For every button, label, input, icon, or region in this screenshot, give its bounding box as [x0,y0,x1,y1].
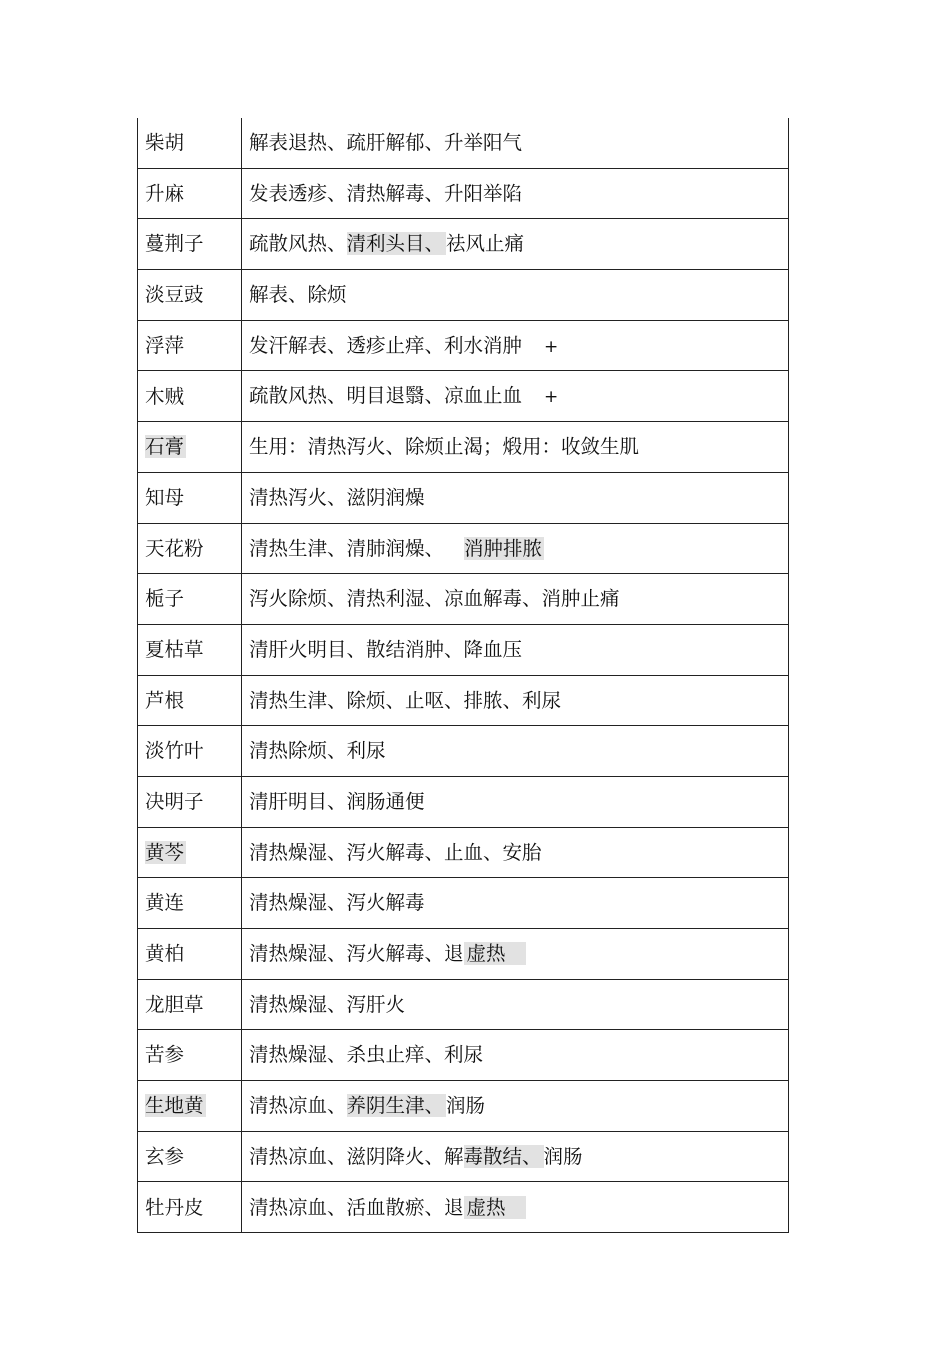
table-row [138,1030,789,1081]
herb-function-cell [242,270,789,321]
herb-name: 天花粉 [145,536,204,560]
herb-function-cell [242,422,789,473]
herb-name: 蔓荆子 [145,232,204,256]
herb-name-cell [138,878,242,929]
table-row [138,523,789,574]
herb-function-text: 解表、除烦 [249,283,347,307]
herb-function-cell [242,675,789,726]
herb-function-text: 清热凉血、滋阴降火、解 [249,1144,464,1168]
herb-name-cell [138,118,242,168]
herb-function-cell [242,523,789,574]
herb-name: 黄柏 [145,942,185,966]
table-row [138,878,789,929]
highlighted-text: 虚热 [464,1196,526,1219]
table-row [138,118,789,168]
herb-name-cell [138,1081,242,1132]
herb-function-text: 清热凉血、 [249,1094,347,1118]
herb-name-cell [138,371,242,422]
herb-function-cell [242,1182,789,1233]
table-row [138,472,789,523]
herb-name-cell [138,827,242,878]
herb-name: 石膏 [145,435,185,459]
herb-function-text: 清肝明目、润肠通便 [249,790,425,814]
table-row [138,574,789,625]
herb-name-cell [138,1182,242,1233]
highlighted-text: 清利头目、 [346,232,445,256]
herb-name: 芦根 [145,688,185,712]
herb-name-cell [138,675,242,726]
highlighted-text: 虚热 [464,942,526,965]
herb-name-cell [138,523,242,574]
herb-name-cell [138,168,242,219]
table-row [138,624,789,675]
herb-function-text: 疏散风热、明目退翳、凉血止血 [249,384,523,408]
herb-function-text: 祛风止痛 [446,232,525,256]
herb-function-text: 清热生津、清肺润燥、 [249,536,445,560]
herb-name-cell [138,624,242,675]
herb-function-cell [242,878,789,929]
table-row [138,1182,789,1233]
herb-function-text: 润肠 [446,1094,486,1118]
herb-name-cell [138,219,242,270]
highlighted-text: 消肿排脓 [464,536,543,560]
herb-name-cell [138,726,242,777]
herb-name: 木贼 [145,384,185,408]
herb-function-cell [242,1081,789,1132]
herb-function-cell [242,979,789,1030]
herb-function-cell [242,320,789,371]
herb-function-cell [242,726,789,777]
herb-name: 苦参 [145,1043,185,1067]
herb-function-text: 清热燥湿、泻火解毒、止血、安胎 [249,840,542,864]
herb-name: 牡丹皮 [145,1195,204,1219]
plus-mark: + [544,387,559,408]
herb-name: 夏枯草 [145,637,204,661]
herb-function-text: 清肝火明目、散结消肿、降血压 [249,637,523,661]
herb-name: 淡豆豉 [145,283,204,307]
herb-function-text: 疏散风热、 [249,232,347,256]
herb-function-cell [242,827,789,878]
table-row [138,827,789,878]
herb-function-text: 清热燥湿、泻肝火 [249,992,406,1016]
herb-function-text: 泻火除烦、清热利湿、凉血解毒、消肿止痛 [249,587,620,611]
herb-name-cell [138,270,242,321]
table-row [138,979,789,1030]
herb-function-cell [242,472,789,523]
herb-function-text: 清热凉血、活血散瘀、退 [249,1195,464,1219]
table-row [138,726,789,777]
herb-name-cell [138,320,242,371]
herb-name-cell [138,979,242,1030]
herb-function-text: 润肠 [543,1144,583,1168]
herb-function-cell [242,929,789,980]
herb-function-text: 清热生津、除烦、止呕、排脓、利尿 [249,688,562,712]
herb-function-text: 解表退热、疏肝解郁、升举阳气 [249,131,523,155]
table-row [138,776,789,827]
herb-function-cell [242,371,789,422]
herb-name: 玄参 [145,1144,185,1168]
herb-name-cell [138,776,242,827]
herb-function-cell [242,168,789,219]
table-row [138,929,789,980]
herb-name-cell [138,1030,242,1081]
herb-function-text: 发表透疹、清热解毒、升阳举陷 [249,181,523,205]
herb-function-text: 清热燥湿、杀虫止痒、利尿 [249,1043,484,1067]
herb-name-cell [138,929,242,980]
table-row [138,1081,789,1132]
herb-function-table [137,118,789,1233]
highlighted-text: 毒散结、 [463,1144,542,1168]
table-row [138,371,789,422]
herb-name-cell [138,574,242,625]
herb-function-cell [242,118,789,168]
herb-name: 浮萍 [145,333,185,357]
herb-name: 柴胡 [145,131,185,155]
herb-name-cell [138,1131,242,1182]
herb-function-cell [242,1030,789,1081]
table-row [138,422,789,473]
herb-function-text: 清热燥湿、泻火解毒 [249,891,425,915]
herb-function-cell [242,1131,789,1182]
herb-name: 栀子 [145,587,185,611]
herb-name: 淡竹叶 [145,739,204,763]
herb-function-text: 清热除烦、利尿 [249,739,386,763]
herb-function-text: 发汗解表、透疹止痒、利水消肿 [249,333,523,357]
herb-function-cell [242,776,789,827]
herb-function-cell [242,624,789,675]
table-row [138,168,789,219]
herb-name: 决明子 [145,790,204,814]
herb-function-text: 清热泻火、滋阴润燥 [249,485,425,509]
table-row [138,270,789,321]
herb-function-text: 清热燥湿、泻火解毒、退 [249,942,464,966]
herb-name: 黄连 [145,891,185,915]
herb-name: 生地黄 [145,1094,204,1118]
herb-function-text: 生用：清热泻火、除烦止渴；煅用：收敛生肌 [249,435,640,459]
herb-name-cell [138,472,242,523]
herb-name: 知母 [145,485,185,509]
herb-name: 升麻 [145,181,185,205]
herb-function-cell [242,574,789,625]
highlighted-text: 养阴生津、 [346,1094,445,1118]
herb-name: 黄芩 [145,840,185,864]
table-row [138,219,789,270]
table-row [138,1131,789,1182]
herb-function-cell [242,219,789,270]
table-row [138,675,789,726]
table-row [138,320,789,371]
herb-name-cell [138,422,242,473]
plus-mark: + [544,336,559,357]
herb-name: 龙胆草 [145,992,204,1016]
